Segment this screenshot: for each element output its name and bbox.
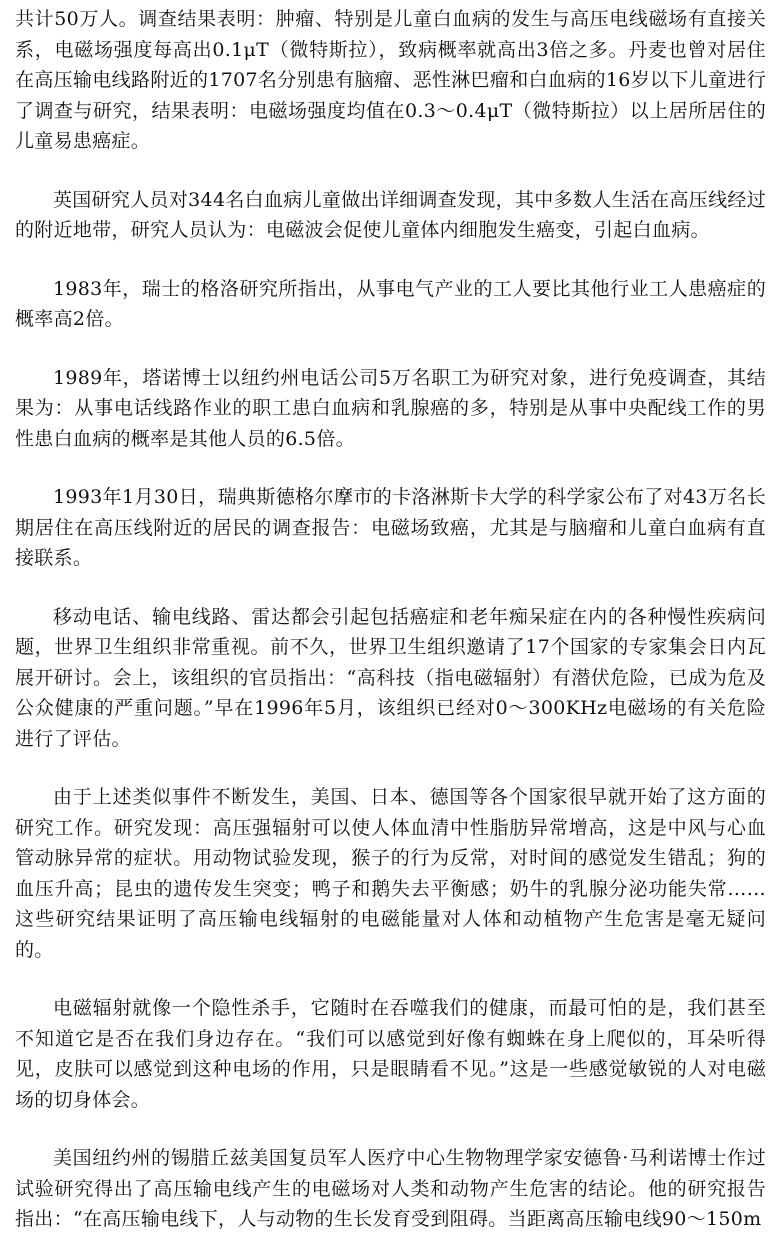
paragraph-7: 由于上述类似事件不断发生，美国、日本、德国等各个国家很早就开始了这方面的研究工作。研究发现：高压强辐射可以使人体血清中性脂肪异常增高，这是中风与心血管动脉异常的症状。用动物试验发现，猴子的行为反常，对时间的感觉发生错乱；狗的血压升高；昆虫的遗传发生突变；鸭子和鹅失去平衡感；奶牛的乳腺分泌功能失常……这些研究结果证明了高压输电线辐射的电磁能量对人体和动植物产生危害是毫无疑问的。 bbox=[15, 786, 766, 961]
paragraph-4: 1989年，塔诺博士以纽约州电话公司5万名职工为研究对象，进行免疫调查，其结果为：从事电话线路作业的职工患白血病和乳腺癌的多，特别是从事中央配线工作的男性患白血病的概率是其他人员的6.5倍。 bbox=[15, 366, 766, 450]
paragraph-1: 共计50万人。调查结果表明：肿瘤、特别是儿童白血病的发生与高压电线磁场有直接关系，电磁场强度每高出0.1μT（微特斯拉），致病概率就高出3倍之多。丹麦也曾对居住在高压输电线路附近的1707名分别患有脑瘤、恶性淋巴瘤和白血病的16岁以下儿童进行了调查与研究，结果表明：电磁场强度均值在0.3～0.4μT（微特斯拉）以上居所居住的儿童易患癌症。 bbox=[15, 8, 766, 152]
paragraph-2: 英国研究人员对344名白血病儿童做出详细调查发现，其中多数人生活在高压线经过的附近地带，研究人员认为：电磁波会促使儿童体内细胞发生癌变，引起白血病。 bbox=[15, 188, 766, 241]
paragraph-5: 1993年1月30日，瑞典斯德格尔摩市的卡洛淋斯卡大学的科学家公布了对43万名长期居住在高压线附近的居民的调查报告：电磁场致癌，尤其是与脑瘤和儿童白血病有直接联系。 bbox=[15, 486, 766, 569]
paragraph-8: 电磁辐射就像一个隐性杀手，它随时在吞噬我们的健康，而最可怕的是，我们甚至不知道它是否在我们身边存在。“我们可以感觉到好像有蜘蛛在身上爬似的，耳朵听得见，皮肤可以感觉到这种电场的作用，只是眼睛看不见。”这是一些感觉敏锐的人对电磁场的切身体会。 bbox=[15, 997, 766, 1111]
paragraph-6: 移动电话、输电线路、雷达都会引起包括癌症和老年痴呆症在内的各种慢性疾病问题，世界卫生组织非常重视。前不久，世界卫生组织邀请了17个国家的专家集会日内瓦展开研讨。会上，该组织的官员指出：“高科技（指电磁辐射）有潜伏危险，已成为危及公众健康的严重问题。”早在1996年5月，该组织已经对0～300KHz电磁场的有关危险进行了评估。 bbox=[15, 605, 766, 750]
paragraph-9: 美国纽约州的锡腊丘兹美国复员军人医疗中心生物物理学家安德鲁·马利诺博士作过试验研究得出了高压输电线产生的电磁场对人类和动物产生危害的结论。他的研究报告指出：“在高压输电线下，人与动物的生长发育受到阻碍。当距离高压输电线90～150m bbox=[15, 1147, 766, 1230]
paragraph-3: 1983年，瑞士的格洛研究所指出，从事电气产业的工人要比其他行业工人患癌症的概率高2倍。 bbox=[15, 277, 766, 330]
